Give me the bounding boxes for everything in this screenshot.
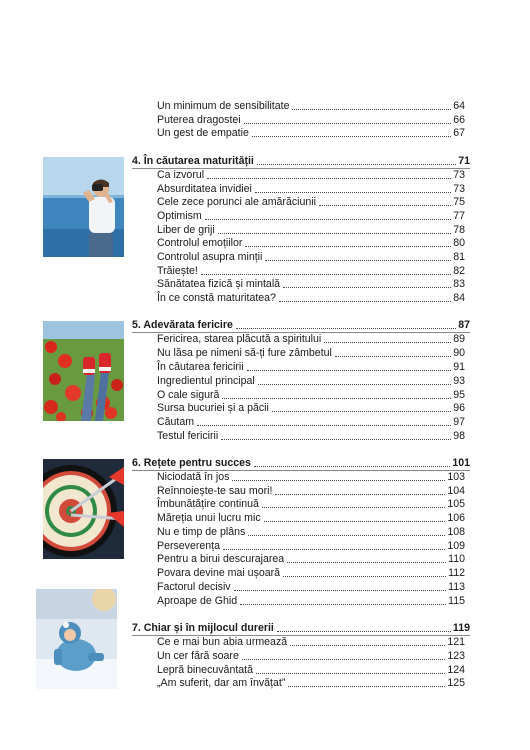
toc-leader — [290, 645, 445, 646]
toc-leader — [240, 604, 446, 605]
toc-entry-page: 110 — [448, 553, 465, 565]
toc-leader — [248, 535, 445, 536]
chapter-6-photo-darts-on-dartboard — [43, 459, 124, 559]
chapter-4-photo-man-with-binoculars — [43, 157, 124, 257]
toc-entry-page: 67 — [453, 127, 465, 139]
toc-entry[interactable] — [157, 196, 465, 209]
toc-leader — [287, 562, 446, 563]
toc-entry[interactable] — [157, 292, 465, 305]
toc-entry-page: 73 — [453, 183, 465, 195]
toc-entry-page: 75 — [453, 196, 465, 208]
toc-leader — [257, 164, 456, 165]
toc-entry-page: 121 — [447, 636, 465, 648]
toc-chapter-title: 4. În căutarea maturității — [132, 155, 254, 167]
toc-leader — [319, 205, 451, 206]
toc-entry[interactable] — [157, 581, 465, 594]
toc-leader — [222, 398, 451, 399]
toc-chapter-page: 119 — [452, 622, 470, 634]
toc-chapter-heading[interactable] — [132, 622, 470, 635]
chapter-7-photo-child-in-snow — [36, 589, 117, 689]
toc-leader — [265, 260, 451, 261]
toc-entry[interactable] — [157, 224, 465, 237]
toc-entry-title: Reînnoiește-te sau mori! — [157, 485, 273, 497]
toc-leader — [232, 480, 445, 481]
toc-entry-title: Fericirea, starea plăcută a spiritului — [157, 333, 322, 345]
toc-leader — [197, 425, 451, 426]
toc-leader — [207, 178, 451, 179]
toc-entry-page: 113 — [448, 581, 465, 593]
toc-entry[interactable] — [157, 114, 465, 127]
toc-entry-title: Ca izvorul — [157, 169, 205, 181]
toc-entry[interactable] — [157, 471, 465, 484]
toc-leader — [234, 590, 447, 591]
toc-leader — [218, 233, 451, 234]
toc-entry[interactable] — [157, 333, 465, 346]
toc-chapter-title: 5. Adevărata fericire — [132, 319, 233, 331]
toc-entry[interactable] — [157, 636, 465, 649]
toc-entry-title: Ce e mai bun abia urmează — [157, 636, 288, 648]
toc-entry[interactable] — [157, 416, 465, 429]
toc-leader — [256, 673, 445, 674]
toc-entry-page: 106 — [447, 512, 465, 524]
toc-entry-page: 77 — [453, 210, 465, 222]
toc-entry[interactable] — [157, 265, 465, 278]
toc-entry-page: 93 — [453, 375, 465, 387]
toc-entry[interactable] — [157, 402, 465, 415]
toc-entry[interactable] — [157, 347, 465, 360]
toc-entry-page: 95 — [453, 389, 465, 401]
toc-chapter-page: 101 — [452, 457, 470, 469]
toc-entry-page: 124 — [447, 664, 465, 676]
toc-entry-page: 109 — [447, 540, 465, 552]
toc-entry-title: În căutarea fericirii — [157, 361, 244, 373]
toc-entry-title: Testul fericirii — [157, 430, 219, 442]
toc-entry-title: Nu lăsa pe nimeni să-ți fure zâmbetul — [157, 347, 332, 359]
toc-entry-title: Ingredientul principal — [157, 375, 255, 387]
toc-entry[interactable] — [157, 650, 465, 663]
toc-entry[interactable] — [157, 553, 465, 566]
toc-leader — [292, 109, 451, 110]
toc-entry[interactable] — [157, 664, 465, 677]
toc-leader — [247, 370, 452, 371]
toc-entry-title: Un gest de empatie — [157, 127, 249, 139]
toc-leader — [283, 287, 451, 288]
toc-entry-page: 105 — [447, 498, 465, 510]
toc-entry-page: 78 — [453, 224, 465, 236]
toc-entry-page: 89 — [453, 333, 465, 345]
toc-entry-title: Îmbunătățire continuă — [157, 498, 259, 510]
toc-leader — [245, 246, 451, 247]
toc-leader — [255, 192, 451, 193]
toc-entry-title: Un cer fără soare — [157, 650, 239, 662]
chapter-5-photo-poppy-field — [43, 321, 124, 421]
toc-leader — [272, 411, 451, 412]
toc-entry-page: 91 — [453, 361, 465, 373]
toc-entry-page: 82 — [453, 265, 465, 277]
toc-entry-page: 125 — [447, 677, 465, 689]
toc-entry[interactable] — [157, 127, 465, 140]
toc-leader — [279, 301, 451, 302]
toc-entry-title: Optimism — [157, 210, 202, 222]
toc-leader — [258, 384, 451, 385]
toc-entry-title: Controlul emoțiilor — [157, 237, 243, 249]
toc-chapter-heading[interactable] — [132, 319, 470, 332]
toc-chapter-page: 71 — [458, 155, 470, 167]
toc-entry[interactable] — [157, 278, 465, 291]
toc-entry-page: 64 — [453, 100, 465, 112]
toc-entry[interactable] — [157, 210, 465, 223]
toc-entry[interactable] — [157, 526, 465, 539]
toc-entry-page: 115 — [448, 595, 465, 607]
toc-entry-title: Sursa bucuriei și a păcii — [157, 402, 269, 414]
toc-entry[interactable] — [157, 100, 465, 113]
toc-entry-title: „Am suferit, dar am învățat” — [157, 677, 286, 689]
toc-leader — [221, 439, 451, 440]
toc-leader — [264, 521, 446, 522]
toc-entry-title: Absurditatea invidiei — [157, 183, 252, 195]
toc-entry-title: În ce constă maturitatea? — [157, 292, 276, 304]
toc-leader — [254, 466, 450, 467]
toc-entry[interactable] — [157, 389, 465, 402]
toc-entry-title: Măreția unui lucru mic — [157, 512, 261, 524]
toc-entry-page: 90 — [453, 347, 465, 359]
toc-leader — [242, 659, 445, 660]
toc-entry[interactable] — [157, 375, 465, 388]
toc-entry[interactable] — [157, 169, 465, 182]
toc-leader — [262, 507, 445, 508]
toc-entry-page: 80 — [453, 237, 465, 249]
toc-entry[interactable] — [157, 540, 465, 553]
toc-chapter-title: 6. Rețete pentru succes — [132, 457, 251, 469]
toc-entry-title: Sănătatea fizică și mintală — [157, 278, 281, 290]
toc-leader — [283, 576, 446, 577]
toc-entry[interactable] — [157, 498, 465, 511]
toc-leader — [223, 549, 445, 550]
toc-entry-title: Controlul asupra minții — [157, 251, 263, 263]
toc-leader — [277, 631, 451, 632]
toc-entry-page: 112 — [448, 567, 465, 579]
toc-entry-page: 97 — [453, 416, 465, 428]
toc-entry-title: Factorul decisiv — [157, 581, 231, 593]
toc-entry-page: 81 — [453, 251, 465, 263]
toc-entry-page: 66 — [453, 114, 465, 126]
toc-entry-page: 123 — [447, 650, 465, 662]
toc-entry[interactable] — [157, 595, 465, 608]
toc-leader — [201, 274, 451, 275]
toc-leader — [205, 219, 451, 220]
toc-entry[interactable] — [157, 677, 465, 690]
toc-leader — [244, 123, 452, 124]
toc-entry-title: Aproape de Ghid — [157, 595, 238, 607]
toc-entry-page: 83 — [453, 278, 465, 290]
toc-entry-title: Povara devine mai ușoară — [157, 567, 281, 579]
toc-entry[interactable] — [157, 430, 465, 443]
toc-entry-page: 108 — [447, 526, 465, 538]
toc-entry-title: Un minimum de sensibilitate — [157, 100, 290, 112]
toc-entry-page: 84 — [453, 292, 465, 304]
toc-leader — [236, 328, 456, 329]
toc-entry[interactable] — [157, 567, 465, 580]
toc-entry-page: 96 — [453, 402, 465, 414]
toc-entry-title: Lepră binecuvântată — [157, 664, 254, 676]
toc-entry-title: Puterea dragostei — [157, 114, 241, 126]
toc-entry-title: Trăiește! — [157, 265, 198, 277]
toc-entry[interactable] — [157, 251, 465, 264]
toc-entry-page: 104 — [447, 485, 465, 497]
toc-entry[interactable] — [157, 183, 465, 196]
toc-entry-title: Perseverența — [157, 540, 221, 552]
toc-entry[interactable] — [157, 485, 465, 498]
toc-chapter-heading[interactable] — [132, 457, 470, 470]
toc-entry-page: 98 — [453, 430, 465, 442]
toc-entry-title: Nu e timp de plâns — [157, 526, 246, 538]
toc-entry-title: Liber de griji — [157, 224, 215, 236]
toc-entry-title: Cele zece porunci ale amărăciunii — [157, 196, 316, 208]
toc-chapter-heading[interactable] — [132, 155, 470, 168]
toc-leader — [335, 356, 451, 357]
toc-entry-page: 103 — [447, 471, 465, 483]
toc-chapter-title: 7. Chiar și în mijlocul durerii — [132, 622, 274, 634]
toc-entry-title: Căutam — [157, 416, 195, 428]
toc-leader — [252, 136, 451, 137]
toc-entry-title: Pentru a birui descurajarea — [157, 553, 285, 565]
toc-entry-title: O cale sigură — [157, 389, 220, 401]
toc-entry-page: 73 — [453, 169, 465, 181]
toc-leader — [288, 686, 445, 687]
toc-entry[interactable] — [157, 361, 465, 374]
toc-leader — [324, 342, 451, 343]
toc-leader — [275, 494, 445, 495]
toc-chapter-page: 87 — [458, 319, 470, 331]
toc-entry[interactable] — [157, 512, 465, 525]
toc-entry[interactable] — [157, 237, 465, 250]
toc-entry-title: Niciodată în jos — [157, 471, 230, 483]
